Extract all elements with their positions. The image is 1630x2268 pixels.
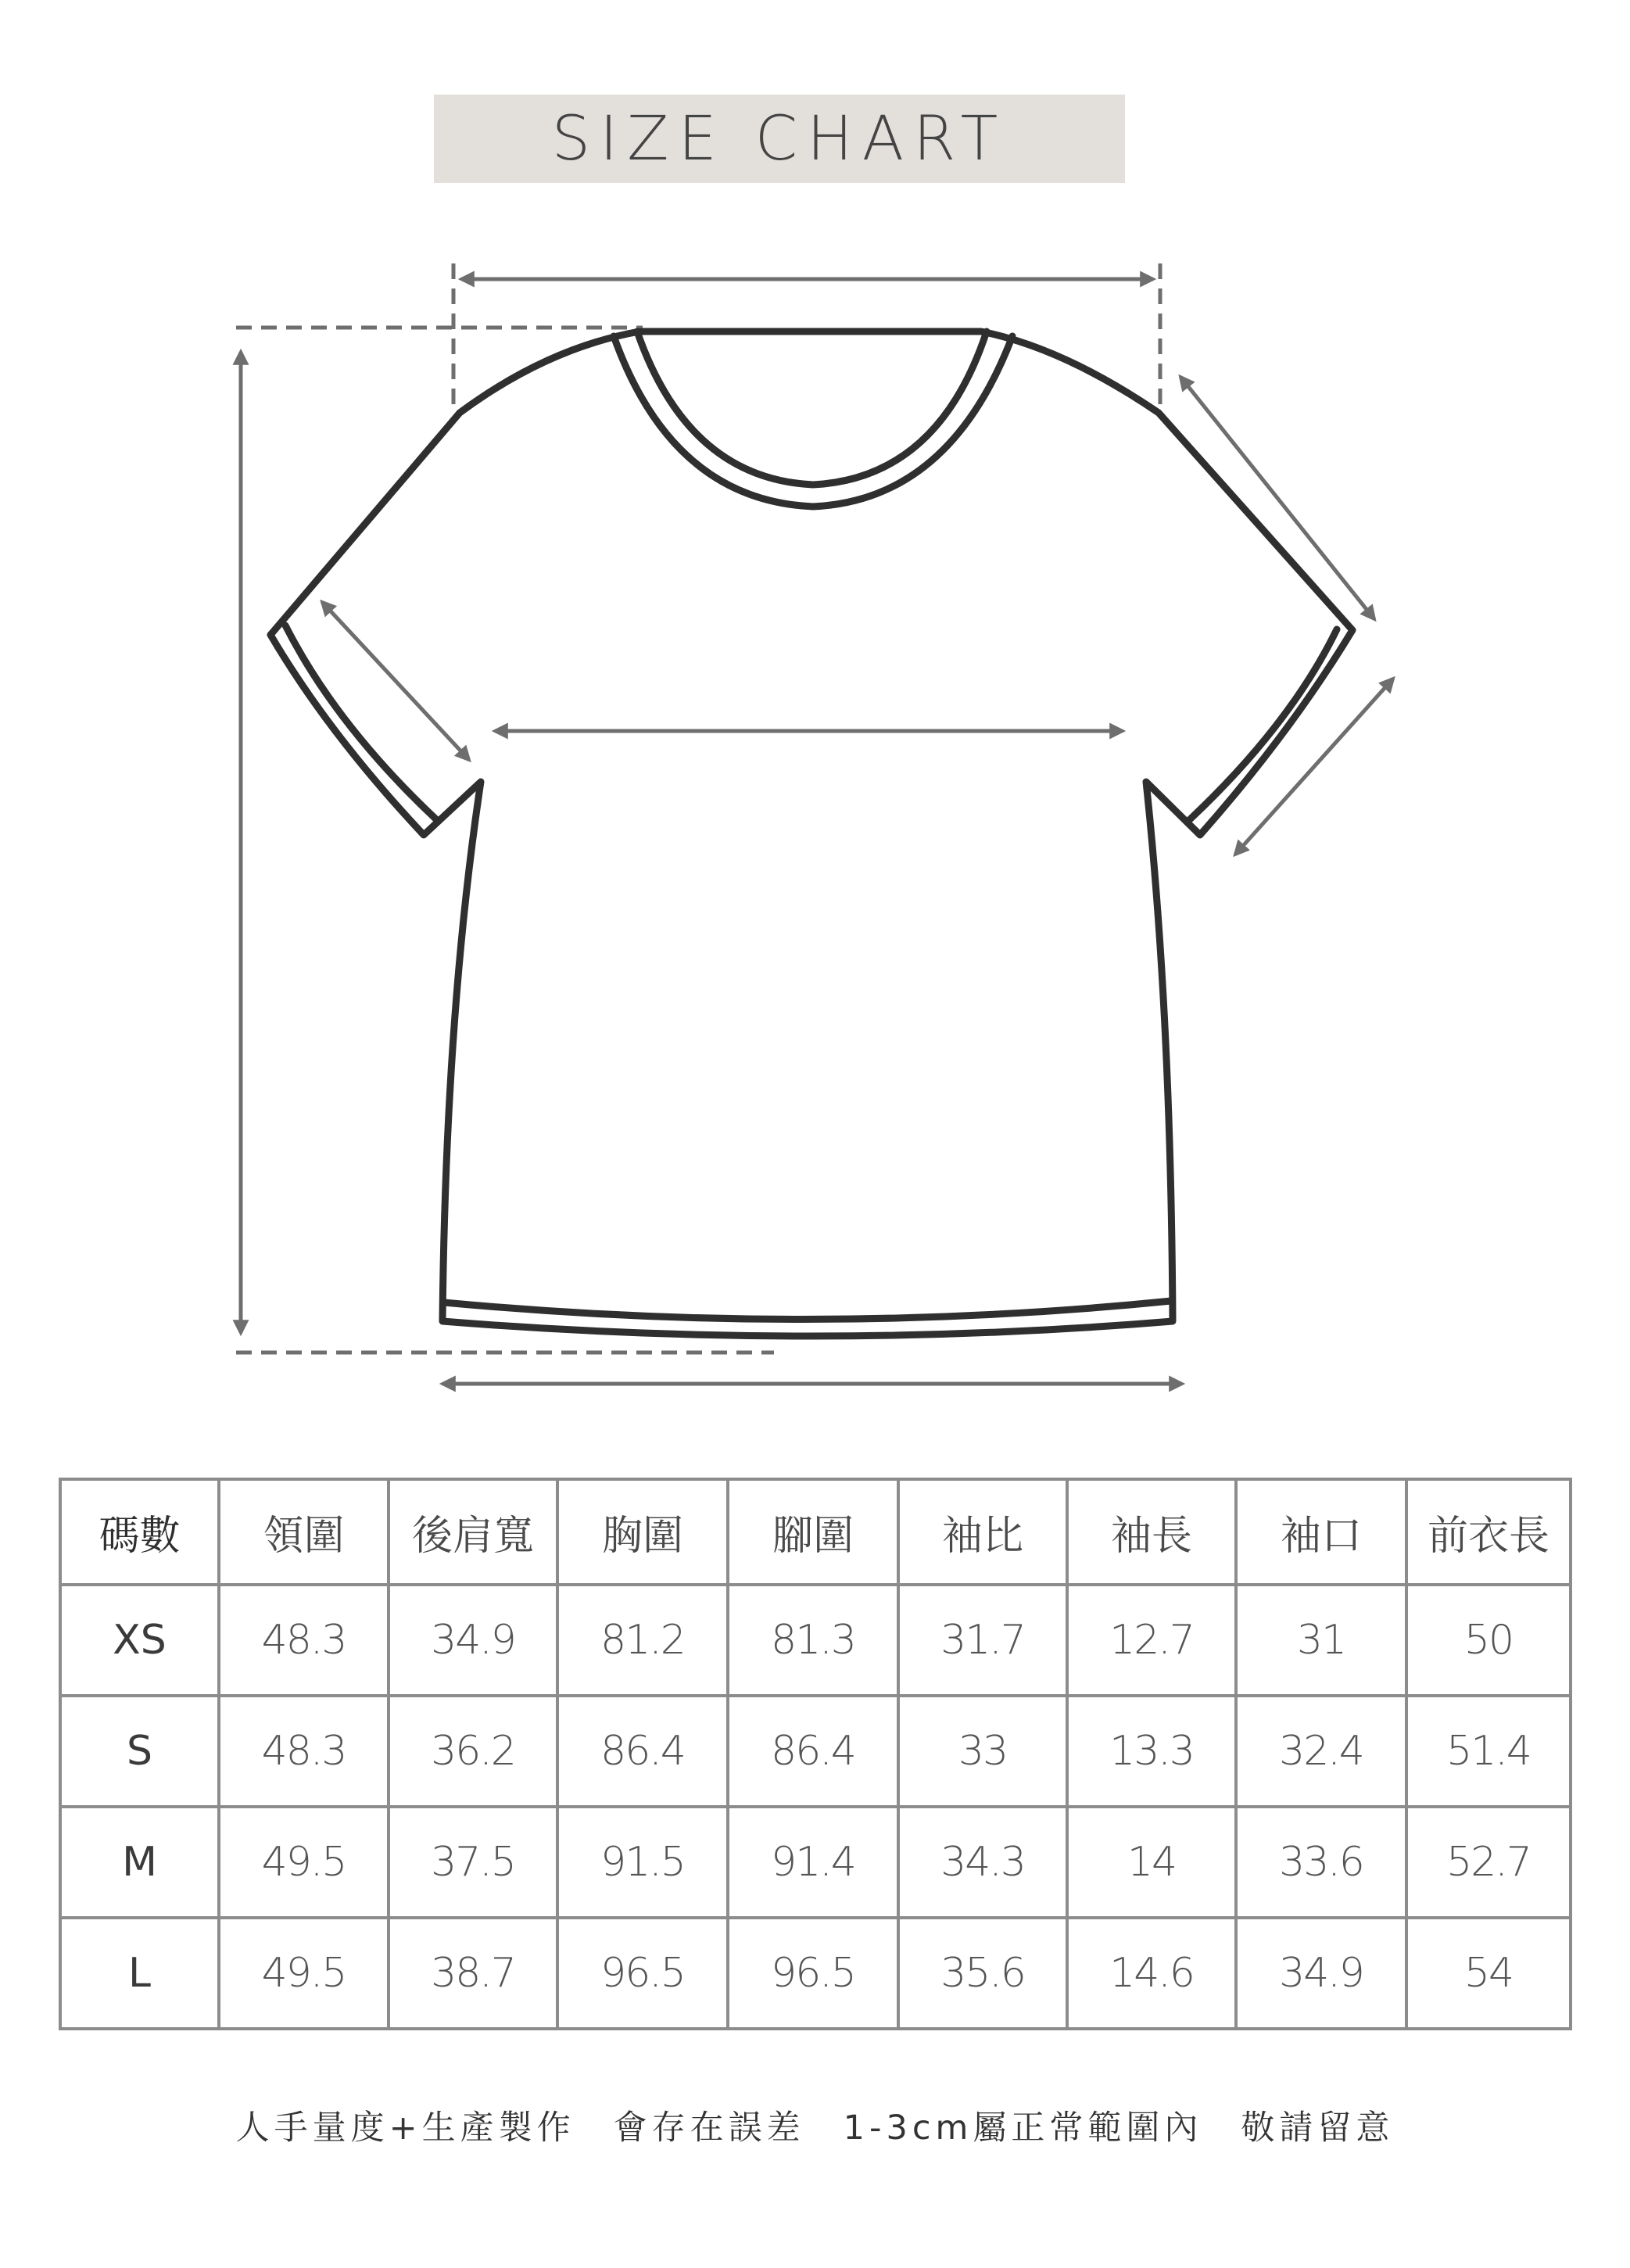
size-label-cell: L bbox=[60, 1918, 219, 2029]
table-cell: 13.3 bbox=[1067, 1696, 1236, 1807]
table-row bbox=[60, 1918, 1571, 2029]
header-cell: 後肩寬 bbox=[389, 1479, 557, 1585]
table-cell: 91.5 bbox=[557, 1807, 728, 1918]
sleeve-opening-arrow bbox=[322, 602, 469, 760]
header-cell: 腳圍 bbox=[728, 1479, 898, 1585]
page-title: SIZE CHART bbox=[551, 103, 1008, 174]
table-cell: 37.5 bbox=[389, 1807, 557, 1918]
table-cell: 14 bbox=[1067, 1807, 1236, 1918]
table-cell: 48.3 bbox=[219, 1585, 389, 1696]
header-cell: 前衣長 bbox=[1406, 1479, 1571, 1585]
header-cell: 袖長 bbox=[1067, 1479, 1236, 1585]
table-cell: 50 bbox=[1406, 1585, 1571, 1696]
left-sleeve-cuff bbox=[285, 625, 438, 821]
table-cell: 49.5 bbox=[219, 1918, 389, 2029]
hem-band bbox=[444, 1301, 1171, 1320]
collar-outer bbox=[614, 336, 1012, 507]
table-cell: 38.7 bbox=[389, 1918, 557, 2029]
measurement-disclaimer: 人手量度+生產製作 會存在誤差 1-3cm屬正常範圍內 敬請留意 bbox=[235, 2109, 1395, 2148]
table-row bbox=[60, 1585, 1571, 1696]
table-cell: 31.7 bbox=[898, 1585, 1067, 1696]
size-label-cell: M bbox=[60, 1807, 219, 1918]
table-cell: 14.6 bbox=[1067, 1918, 1236, 2029]
table-cell: 32.4 bbox=[1236, 1696, 1406, 1807]
table-cell: 86.4 bbox=[557, 1696, 728, 1807]
header-cell: 領圍 bbox=[219, 1479, 389, 1585]
table-row bbox=[60, 1696, 1571, 1807]
table-cell: 86.4 bbox=[728, 1696, 898, 1807]
table-cell: 33.6 bbox=[1236, 1807, 1406, 1918]
sleeve-length-arrow bbox=[1180, 377, 1374, 619]
table-cell: 33 bbox=[898, 1696, 1067, 1807]
table-cell: 96.5 bbox=[728, 1918, 898, 2029]
measurement-arrows bbox=[241, 279, 1393, 1384]
table-cell: 34.9 bbox=[1236, 1918, 1406, 2029]
table-cell: 81.2 bbox=[557, 1585, 728, 1696]
table-cell: 51.4 bbox=[1406, 1696, 1571, 1807]
size-table bbox=[59, 1478, 1572, 2030]
table-cell: 35.6 bbox=[898, 1918, 1067, 2029]
table-cell: 36.2 bbox=[389, 1696, 557, 1807]
table-cell: 54 bbox=[1406, 1918, 1571, 2029]
dashed-guides bbox=[236, 263, 1160, 1353]
header-cell: 碼數 bbox=[60, 1479, 219, 1585]
header-cell: 胸圍 bbox=[557, 1479, 728, 1585]
tshirt-outline bbox=[270, 331, 1352, 1336]
table-cell: 34.9 bbox=[389, 1585, 557, 1696]
size-label-cell: S bbox=[60, 1696, 219, 1807]
size-label-cell: XS bbox=[60, 1585, 219, 1696]
table-cell: 91.4 bbox=[728, 1807, 898, 1918]
table-cell: 34.3 bbox=[898, 1807, 1067, 1918]
table-header-row bbox=[60, 1479, 1571, 1585]
table-cell: 49.5 bbox=[219, 1807, 389, 1918]
table-cell: 31 bbox=[1236, 1585, 1406, 1696]
table-cell: 96.5 bbox=[557, 1918, 728, 2029]
table-cell: 52.7 bbox=[1406, 1807, 1571, 1918]
table-cell: 81.3 bbox=[728, 1585, 898, 1696]
header-cell: 袖比 bbox=[898, 1479, 1067, 1585]
header-cell: 袖口 bbox=[1236, 1479, 1406, 1585]
right-sleeve-cuff bbox=[1188, 629, 1337, 821]
table-cell: 12.7 bbox=[1067, 1585, 1236, 1696]
table-cell: 48.3 bbox=[219, 1696, 389, 1807]
table-row bbox=[60, 1807, 1571, 1918]
